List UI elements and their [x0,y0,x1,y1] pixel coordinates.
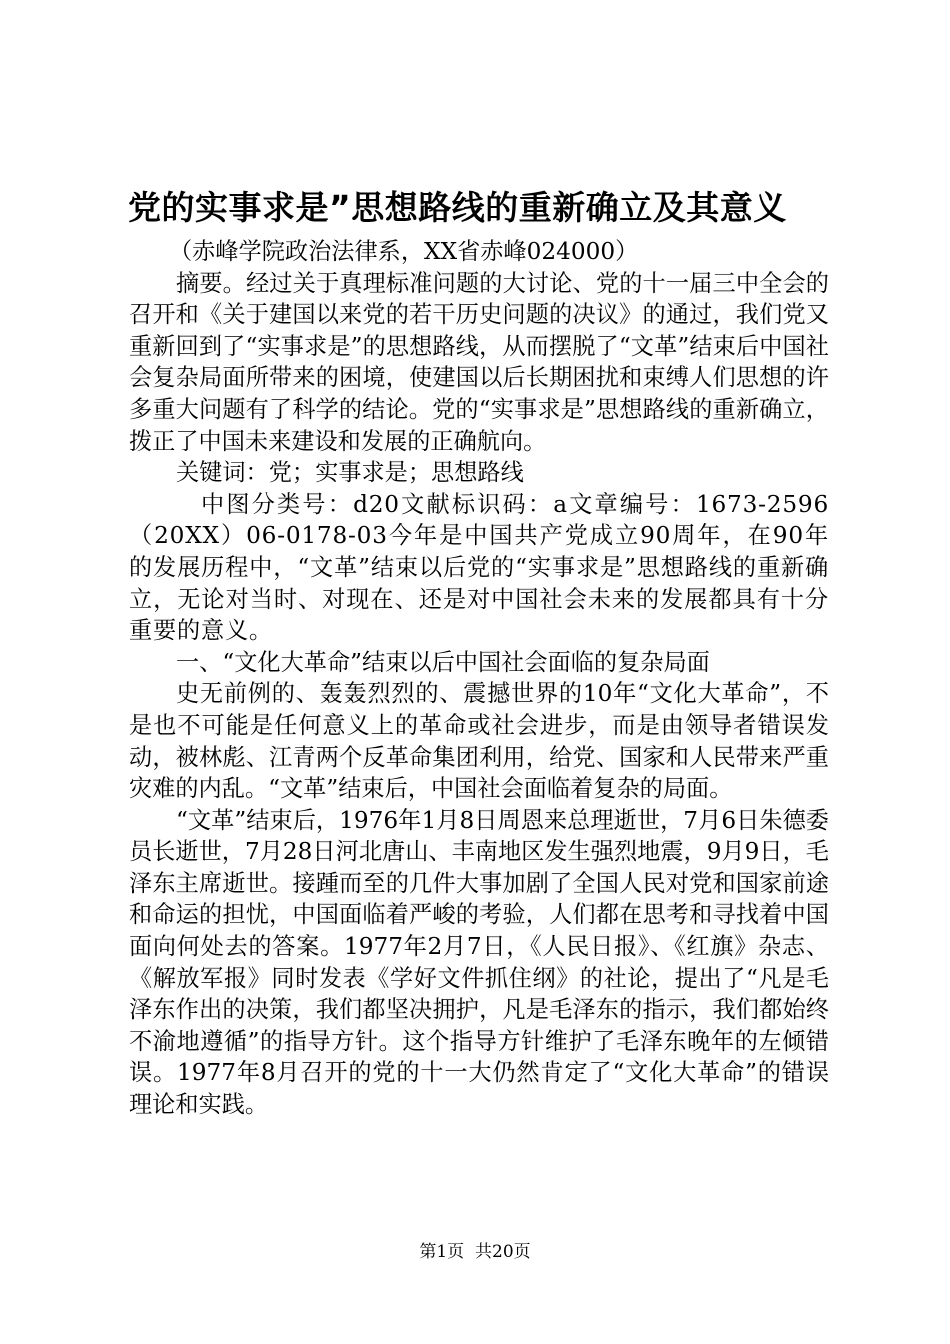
page-number: 第1页 [419,1242,465,1262]
footer-spacer [464,1242,475,1262]
body-paragraph: 史无前例的、轰轰烈烈的、震撼世界的10年“文化大革命”，不是也不可能是任何意义上的革命或社会进步，而是由领导者错误发动，被林彪、江青两个反革命集团利用，给党、国家和人民带来严重灾难的内乱。“文革”结束后，中国社会面临着复杂的局面。 [129,680,829,803]
keywords-line: 关键词：党；实事求是；思想路线 [176,459,524,487]
document-title: 党的实事求是”思想路线的重新确立及其意义 [128,188,787,227]
classification-paragraph: 中图分类号：d20文献标识码：a文章编号：1673-2596（20XX）06-0178-03今年是中国共产党成立90周年，在90年的发展历程中，“文革”结束以后党的“实事求是”思想路线的重新确立，无论对当时、对现在、还是对中国社会未来的发展都具有十分重要的意义。 [129,490,830,645]
page-total: 共20页 [475,1242,531,1262]
page-footer [0,1240,950,1264]
abstract-paragraph: 摘要。经过关于真理标准问题的大讨论、党的十一届三中全会的召开和《关于建国以来党的若干历史问题的决议》的通过，我们党又重新回到了“实事求是”的思想路线，从而摆脱了“文革”结束后中国社会复杂局面所带来的困境，使建国以后长期困扰和束缚人们思想的许多重大问题有了科学的结论。党的“实事求是”思想路线的重新确立，拨正了中国未来建设和发展的正确航向。 [129,269,829,455]
body-paragraph: “文革”结束后，1976年1月8日周恩来总理逝世，7月6日朱德委员长逝世，7月28日河北唐山、丰南地区发生强烈地震，9月9日，毛泽东主席逝世。接踵而至的几件大事加剧了全国人民对党和国家前途和命运的担忧，中国面临着严峻的考验，人们都在思考和寻找着中国面向何处去的答案。1977年2月7日，《人民日报》、《红旗》杂志、《解放军报》同时发表《学好文件抓住纲》的社论，提出了“凡是毛泽东作出的决策，我们都坚决拥护，凡是毛泽东的指示，我们都始终不渝地遵循”的指导方针。这个指导方针维护了毛泽东晚年的左倾错误。1977年8月召开的党的十一大仍然肯定了“文化大革命”的错误理论和实践。 [129,806,829,1119]
author-affiliation: （赤峰学院政治法律系，XX省赤峰024000） [169,238,639,265]
document-body [129,236,829,1121]
section-heading-1: 一、“文化大革命”结束以后中国社会面临的复杂局面 [176,648,710,676]
